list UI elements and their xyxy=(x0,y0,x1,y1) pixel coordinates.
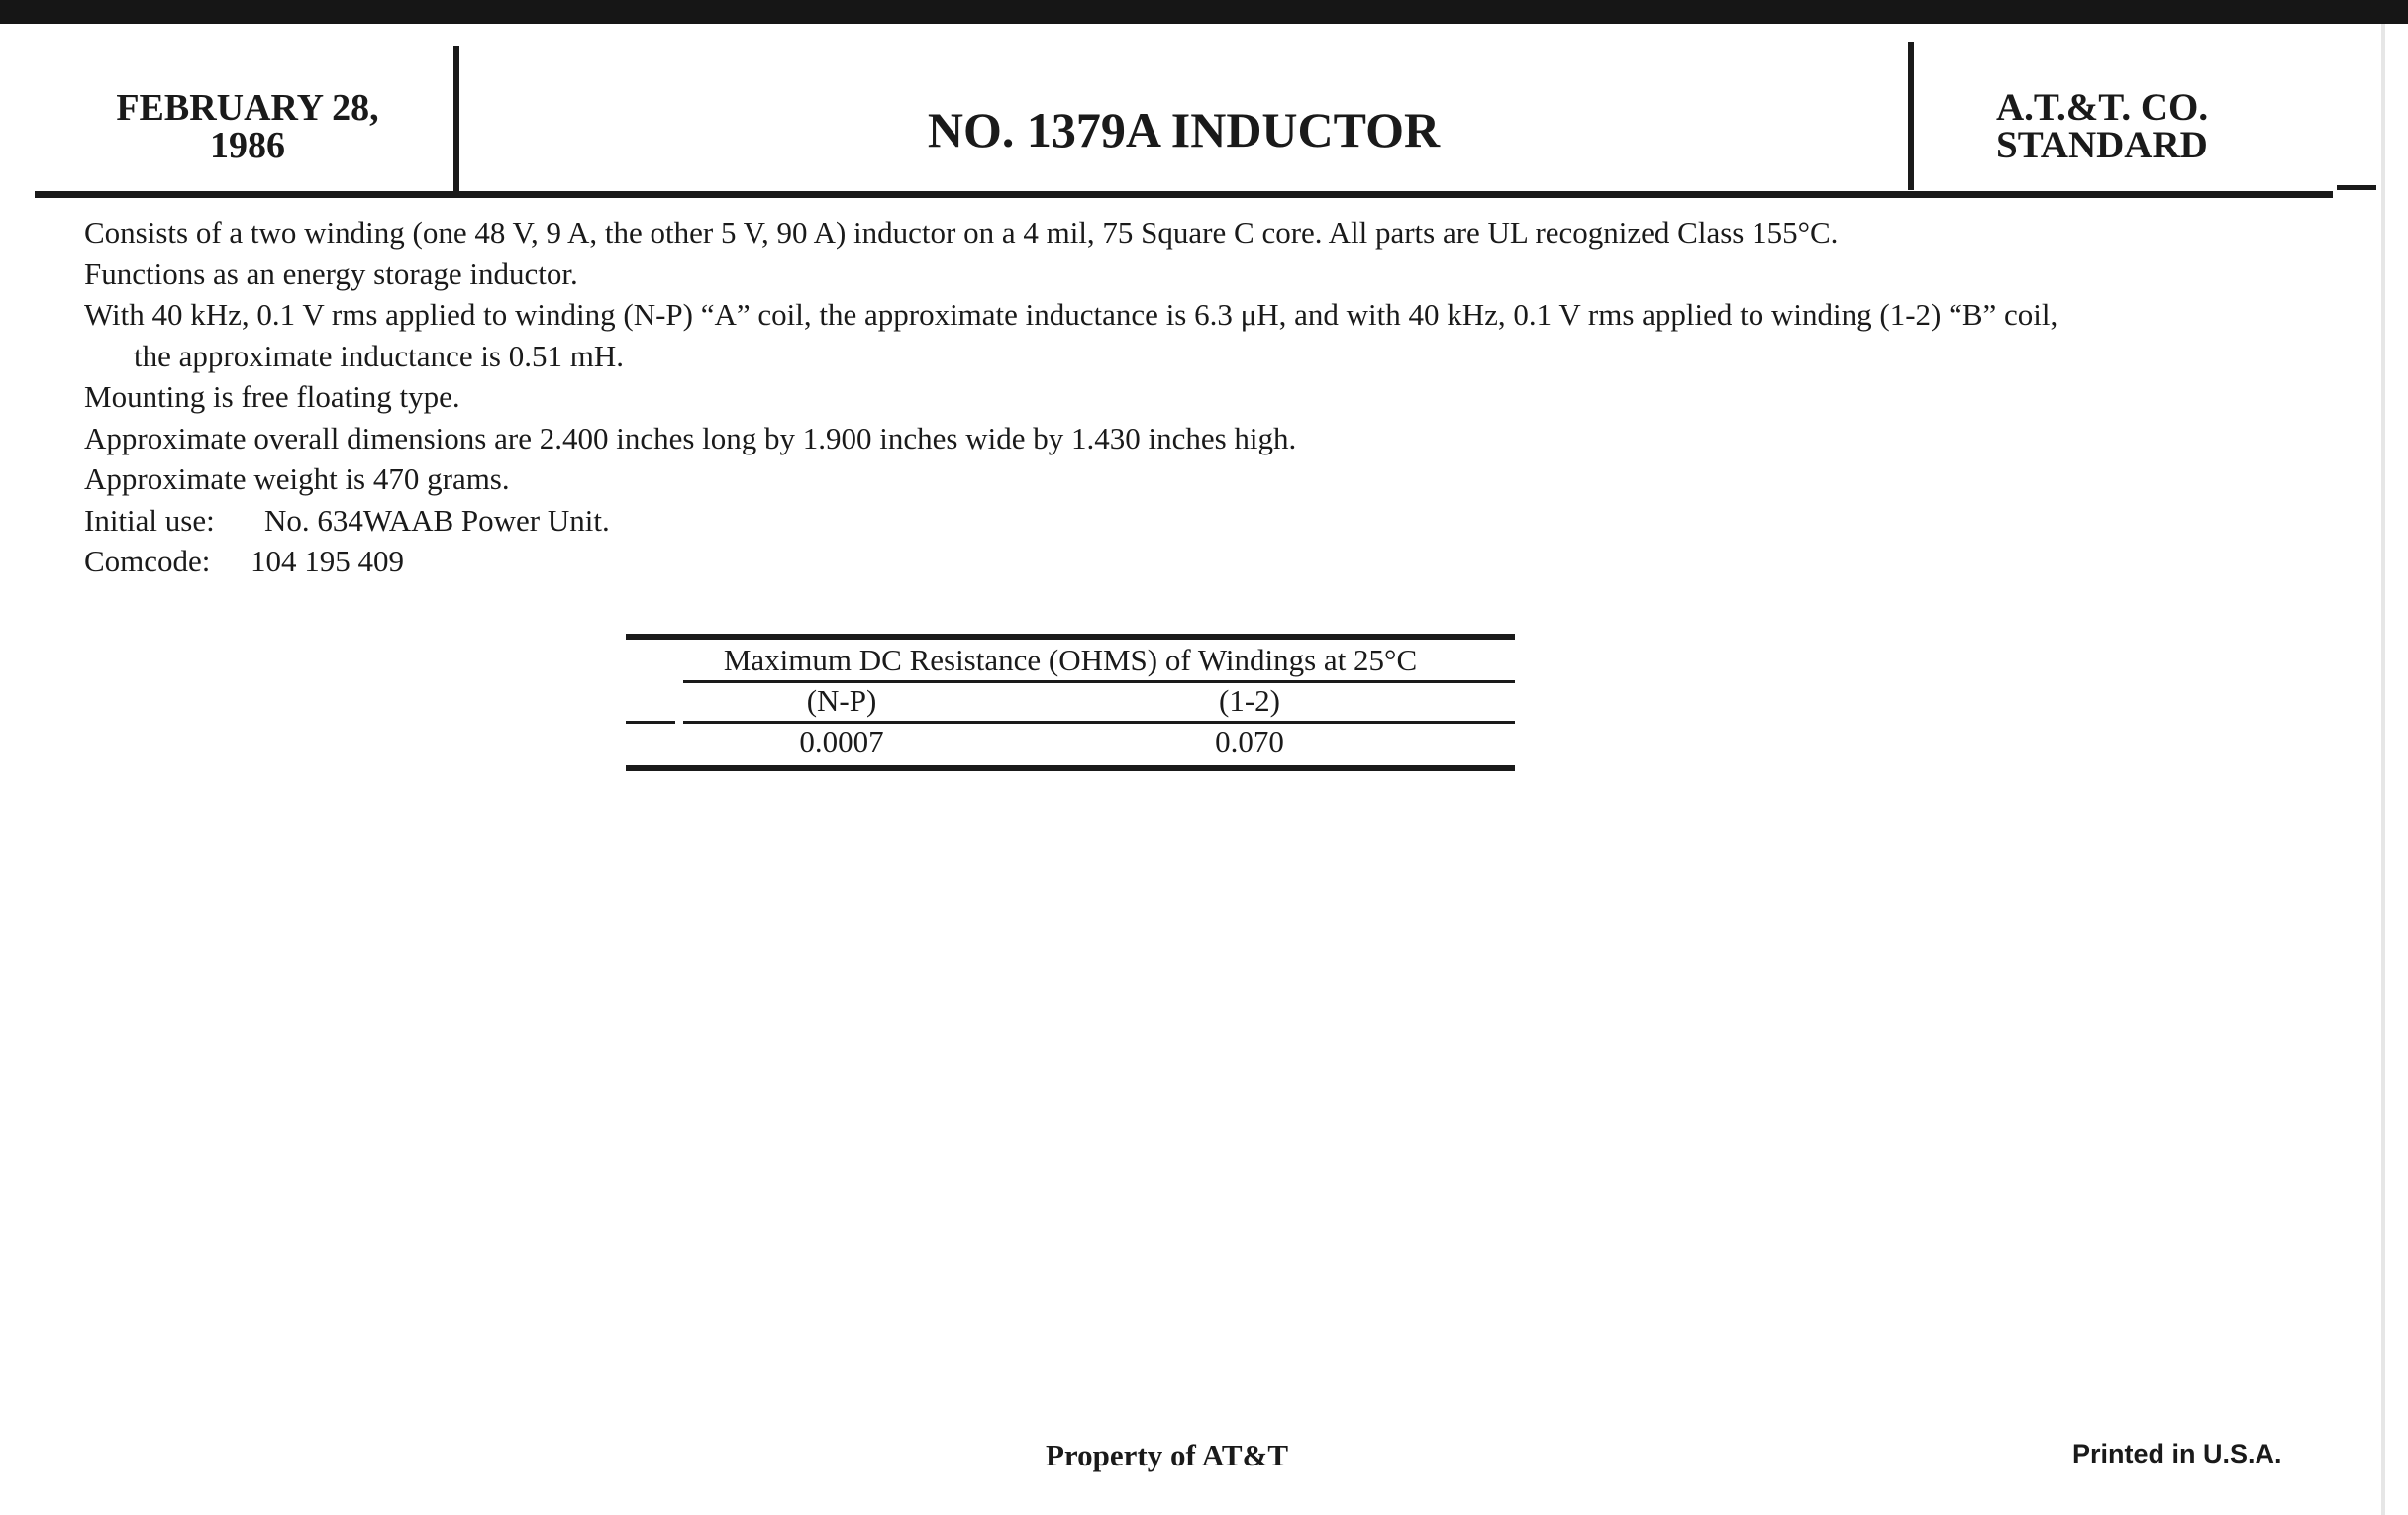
spec-dimensions: Approximate overall dimensions are 2.400 inches long by 1.900 inches wide by 1.430 inches high. xyxy=(84,420,1297,455)
initial-use-label: Initial use: xyxy=(84,502,215,538)
spec-mounting: Mounting is free floating type. xyxy=(84,379,460,414)
spec-comcode xyxy=(84,541,2352,582)
value-12: 0.070 xyxy=(1215,724,1284,758)
table-bottom-rule xyxy=(626,765,1515,771)
spec-weight: Approximate weight is 470 grams. xyxy=(84,461,510,496)
spec-construction: Consists of a two winding (one 48 V, 9 A, the other 5 V, 90 A) inductor on a 4 mil, 75 Square C core. All parts are UL recognized Class 155°C. xyxy=(84,215,1839,250)
column-header-np: (N-P) xyxy=(806,683,877,718)
top-border xyxy=(0,0,2408,24)
comcode-value: 104 195 409 xyxy=(251,544,404,578)
document-title: NO. 1379A INDUCTOR xyxy=(927,102,1441,157)
company-line1: A.T.&T. CO. xyxy=(1996,86,2209,129)
printed-in-notice: Printed in U.S.A. xyxy=(2072,1439,2282,1468)
initial-use-value: No. 634WAAB Power Unit. xyxy=(264,502,610,538)
company-standard xyxy=(1996,86,2209,166)
spec-inductance: With 40 kHz, 0.1 V rms applied to winding (N-P) “A” coil, the approximate inductance is 6.3 μH, and with 40 kHz, 0.1 V rms applied to winding (1-2) “B” coil, xyxy=(84,297,2058,332)
company-line2: STANDARD xyxy=(1996,124,2208,166)
table-top-rule xyxy=(626,634,1515,640)
comcode-label: Comcode: xyxy=(84,544,211,578)
specification-text xyxy=(84,212,2352,582)
header-divider-right xyxy=(1908,42,1914,190)
table-stub-rule xyxy=(626,721,675,724)
issue-date-line2: 1986 xyxy=(210,125,285,166)
value-np: 0.0007 xyxy=(799,724,884,758)
spec-inductance-continued: the approximate inductance is 0.51 mH. xyxy=(134,338,625,373)
property-notice: Property of AT&T xyxy=(1046,1438,1289,1472)
spec-function: Functions as an energy storage inductor. xyxy=(84,255,578,291)
column-header-12: (1-2) xyxy=(1219,683,1280,718)
header-rule xyxy=(35,191,2333,198)
issue-date xyxy=(40,89,455,164)
right-page-edge xyxy=(2381,24,2385,1515)
right-edge-mark xyxy=(2337,185,2376,190)
table-title: Maximum DC Resistance (OHMS) of Windings at 25°C xyxy=(723,643,1418,677)
issue-date-line1: FEBRUARY 28, xyxy=(116,87,379,129)
spec-initial-use xyxy=(84,500,2352,542)
